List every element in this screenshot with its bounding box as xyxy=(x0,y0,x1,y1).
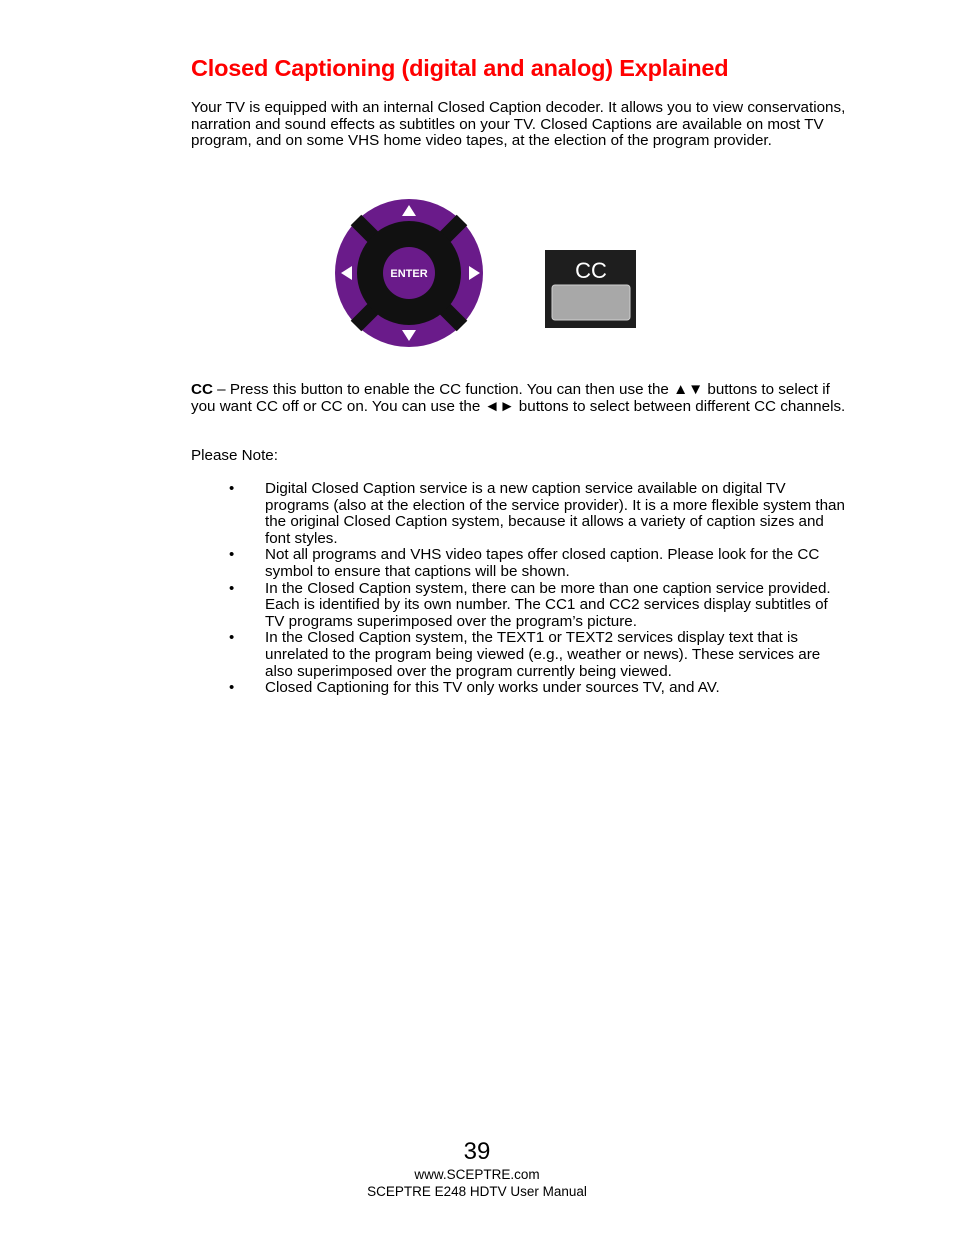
dpad-illustration xyxy=(334,198,484,348)
cc-button-illustration xyxy=(545,250,636,328)
bullet-icon: • xyxy=(229,546,235,564)
list-item: • In the Closed Caption system, the TEXT1 or TEXT2 services display text that is unrelated to the program being viewed (e.g., weather or news). These services are also superimposed over the program currently being viewed. xyxy=(229,629,821,680)
page-title: Closed Captioning (digital and analog) Explained xyxy=(191,55,729,81)
cc-term: CC xyxy=(191,381,213,398)
enter-label: ENTER xyxy=(390,268,428,280)
intro-paragraph: Your TV is equipped with an internal Closed Caption decoder. It allows you to view conservations, narration and sound effects as subtitles on your TV. Closed Captions are available on most TV program, and on some VHS home video tapes, at the election of the program provider. xyxy=(191,99,846,150)
footer-website: www.SCEPTRE.com xyxy=(414,1167,540,1182)
notes-list xyxy=(191,481,851,697)
list-item: • Closed Captioning for this TV only works under sources TV, and AV. xyxy=(229,679,720,697)
list-item: • Not all programs and VHS video tapes offer closed caption. Please look for the CC symbol to ensure that captions will be shown. xyxy=(229,546,820,580)
cc-label: CC xyxy=(575,258,607,283)
cc-description-text: – Press this button to enable the CC function. You can then use the ▲▼ buttons to select if you want CC off or CC on. You can use the ◄► buttons to select between different CC channels. xyxy=(191,381,846,415)
list-item: • Digital Closed Caption service is a new caption service available on digital TV programs (also at the election of the service provider). It is a more flexible system than the original Closed Caption system, because it allows a variety of caption sizes and font styles. xyxy=(229,480,845,547)
list-item: • In the Closed Caption system, there can be more than one caption service provided. Each is identified by its own number. The CC1 and CC2 services display subtitles of TV programs superimposed over the program’s picture. xyxy=(229,579,831,630)
cc-description xyxy=(191,382,851,415)
note-label: Please Note: xyxy=(191,447,278,464)
bullet-icon: • xyxy=(229,480,235,497)
bullet-icon: • xyxy=(229,629,235,647)
page-number: 39 xyxy=(463,1138,491,1165)
bullet-icon: • xyxy=(229,679,235,697)
footer-manual-title: SCEPTRE E248 HDTV User Manual xyxy=(367,1184,587,1199)
bullet-icon: • xyxy=(229,579,235,597)
